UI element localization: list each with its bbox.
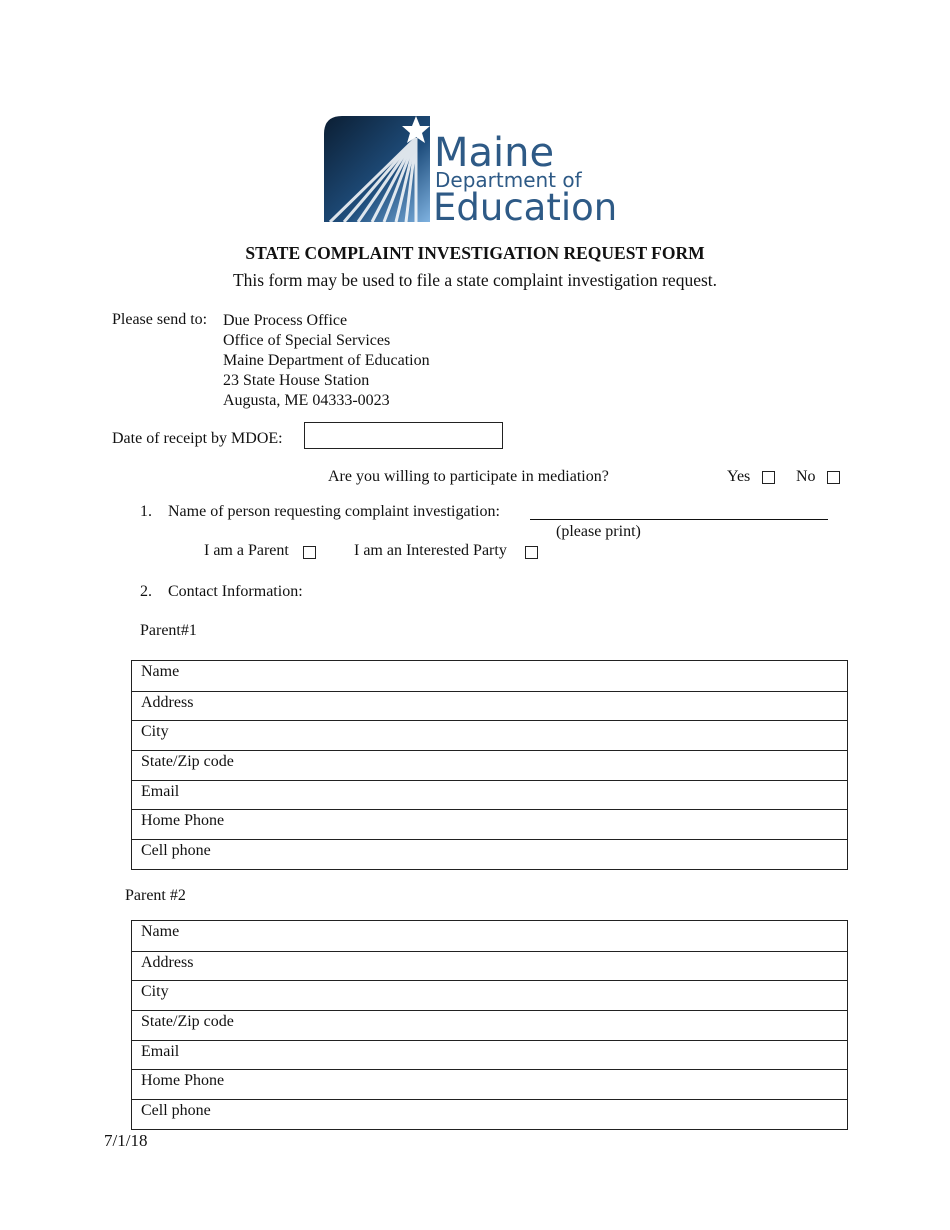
parent1-address-field[interactable]: Address bbox=[132, 691, 847, 721]
parent2-email-field[interactable]: Email bbox=[132, 1040, 847, 1070]
send-to-label: Please send to: bbox=[112, 311, 208, 328]
form-subtitle: This form may be used to file a state complaint investigation request. bbox=[232, 270, 718, 290]
address-line: 23 State House Station bbox=[223, 372, 370, 389]
mediation-yes-label: Yes bbox=[727, 468, 751, 485]
please-print-hint: (please print) bbox=[556, 523, 641, 540]
revision-date: 7/1/18 bbox=[104, 1131, 148, 1150]
logo-graphic bbox=[324, 116, 630, 224]
parent1-heading: Parent#1 bbox=[140, 622, 197, 639]
parent1-name-field[interactable]: Name bbox=[141, 663, 180, 680]
date-receipt-label: Date of receipt by MDOE: bbox=[112, 430, 283, 447]
parent1-cell-phone-field[interactable]: Cell phone bbox=[132, 839, 847, 869]
address-line: Maine Department of Education bbox=[223, 352, 430, 369]
parent1-email-field[interactable]: Email bbox=[132, 780, 847, 810]
logo-text-education: Education bbox=[433, 186, 618, 224]
parent2-contact-table bbox=[131, 920, 848, 1130]
parent-option-label: I am a Parent bbox=[204, 542, 289, 559]
interested-party-checkbox[interactable] bbox=[525, 546, 538, 559]
question-1-label: Name of person requesting complaint investigation: bbox=[168, 503, 500, 520]
parent2-home-phone-field[interactable]: Home Phone bbox=[132, 1069, 847, 1099]
date-receipt-field[interactable] bbox=[304, 422, 503, 449]
parent1-city-field[interactable]: City bbox=[132, 720, 847, 750]
requester-name-field[interactable] bbox=[530, 505, 828, 520]
address-line: Office of Special Services bbox=[223, 332, 391, 349]
mediation-no-checkbox[interactable] bbox=[827, 471, 840, 484]
parent2-name-field[interactable]: Name bbox=[141, 923, 180, 940]
address-line: Due Process Office bbox=[223, 312, 348, 329]
parent2-heading: Parent #2 bbox=[125, 887, 186, 904]
parent2-city-field[interactable]: City bbox=[132, 980, 847, 1010]
address-line: Augusta, ME 04333-0023 bbox=[223, 392, 390, 409]
parent2-cell-phone-field[interactable]: Cell phone bbox=[132, 1099, 847, 1129]
question-1-number: 1. bbox=[140, 503, 152, 520]
parent1-state-zip-field[interactable]: State/Zip code bbox=[132, 750, 847, 780]
parent2-state-zip-field[interactable]: State/Zip code bbox=[132, 1010, 847, 1040]
parent1-home-phone-field[interactable]: Home Phone bbox=[132, 809, 847, 839]
question-2-number: 2. bbox=[140, 583, 152, 600]
logo-text-department: Department of bbox=[435, 168, 582, 192]
mediation-yes-checkbox[interactable] bbox=[762, 471, 775, 484]
mailing-address bbox=[223, 311, 430, 411]
mediation-no-label: No bbox=[796, 468, 816, 485]
parent-checkbox[interactable] bbox=[303, 546, 316, 559]
form-title: STATE COMPLAINT INVESTIGATION REQUEST FORM bbox=[245, 243, 705, 263]
logo-text-maine: Maine bbox=[434, 130, 555, 176]
question-2-label: Contact Information: bbox=[168, 583, 303, 600]
parent1-contact-table bbox=[131, 660, 848, 870]
maine-doe-logo bbox=[324, 116, 630, 224]
mediation-question: Are you willing to participate in mediation? bbox=[328, 468, 609, 485]
parent2-address-field[interactable]: Address bbox=[132, 951, 847, 981]
interested-party-option-label: I am an Interested Party bbox=[354, 542, 507, 559]
